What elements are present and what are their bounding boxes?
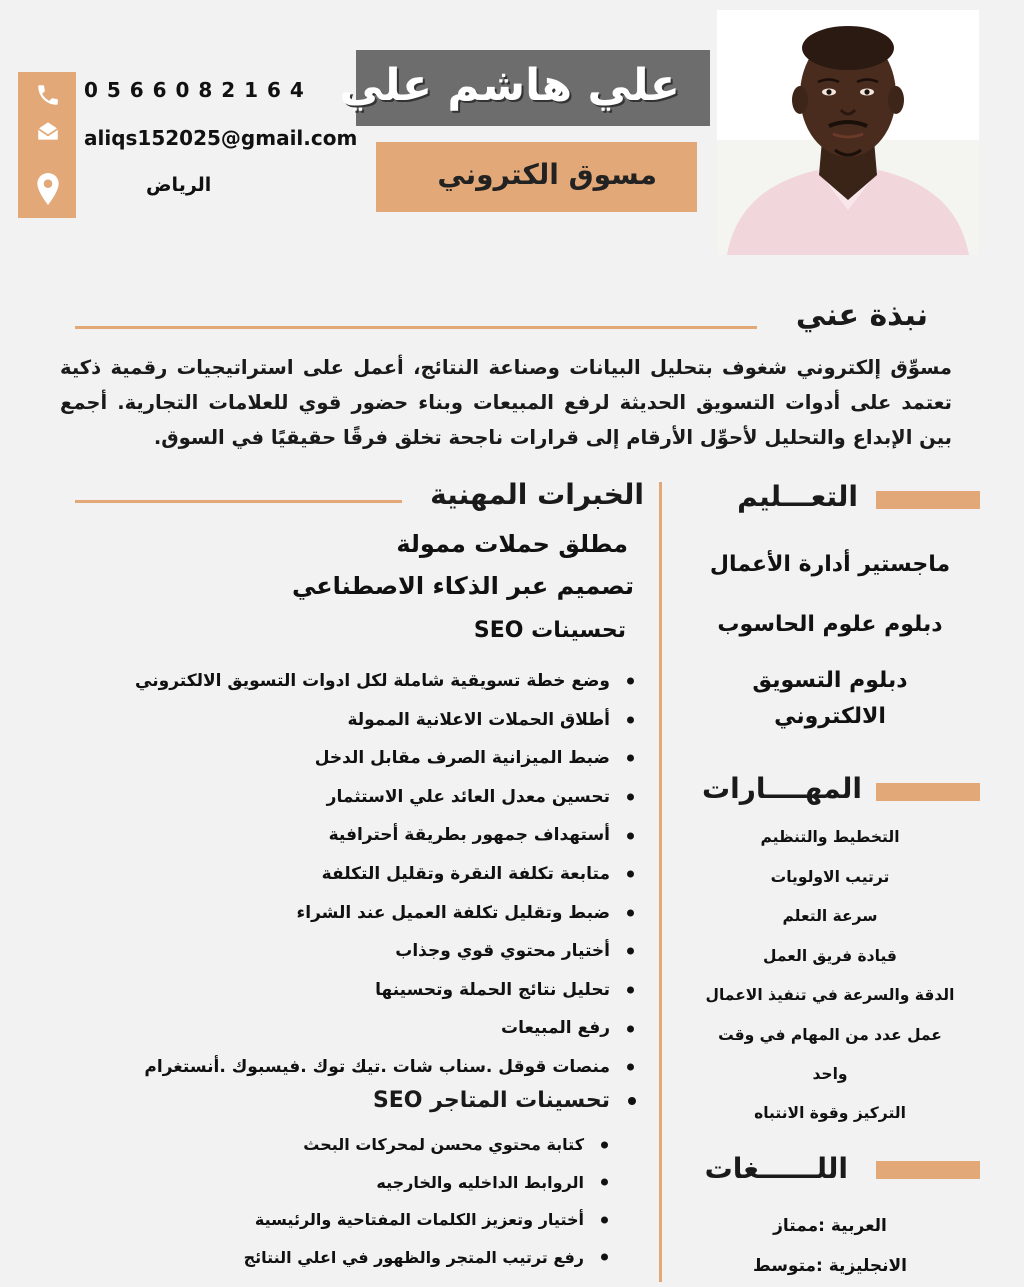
list-item: رفع ترتيب المتجر والظهور في اعلي النتائج — [244, 1239, 612, 1277]
skill-item: قيادة فريق العمل — [763, 947, 897, 965]
list-item: ضبط الميزانية الصرف مقابل الدخل — [135, 739, 638, 778]
experience-rule — [75, 500, 402, 503]
language-item: الانجليزية :متوسط — [752, 1256, 908, 1276]
skills-heading: المهــــارات — [701, 772, 862, 805]
list-item: رفع المبيعات — [135, 1009, 638, 1048]
list-item: وضع خطة تسويقية شاملة لكل ادوات التسويق الالكتروني — [135, 662, 638, 701]
list-item: أستهداف جمهور بطريقة أحترافية — [135, 816, 638, 855]
store-seo-heading: تحسينات المتاجر SEO — [373, 1088, 640, 1113]
list-item: تحليل نتائج الحملة وتحسينها — [135, 971, 638, 1010]
languages-heading: اللــــــغات — [704, 1152, 848, 1185]
job-title-banner — [376, 142, 697, 212]
job-title: مسوق الكتروني — [437, 158, 657, 191]
skills-rule — [876, 783, 980, 801]
list-item: متابعة تكلفة النقرة وتقليل التكلفة — [135, 855, 638, 894]
education-item: دبلوم علوم الحاسوب — [717, 612, 943, 637]
email-address[interactable]: aliqs152025@gmail.com — [84, 126, 358, 150]
education-rule — [876, 491, 980, 509]
experience-subheading-2: تصميم عبر الذكاء الاصطناعي — [291, 572, 634, 600]
phone-icon — [35, 82, 61, 108]
list-item: تحسين معدل العائد علي الاستثمار — [135, 778, 638, 817]
education-heading: التعـــليم — [737, 480, 858, 513]
skill-item: ترتيب الاولويات — [770, 868, 890, 886]
list-item: الروابط الداخليه والخارجيه — [244, 1164, 612, 1202]
about-paragraph: مسوِّق إلكتروني شغوف بتحليل البيانات وصناعة النتائج، أعمل على استراتيجيات رقمية ذكية تعتمد على أدوات التسويق الحديثة لرفع المبيعات وبناء حضور قوي للعلامات التجارية. أجمع بين الإبداع والتحليل لأحوِّل الأرقام إلى قرارات ناجحة تخلق فرقًا حقيقيًا في السوق. — [60, 356, 952, 449]
experience-subheading-1: مطلق حملات ممولة — [396, 530, 628, 558]
skill-item: الدقة والسرعة في تنفيذ الاعمال — [705, 986, 955, 1004]
languages-rule — [876, 1161, 980, 1179]
education-item: دبلوم التسويق — [752, 668, 908, 693]
about-heading: نبذة عني — [795, 298, 928, 333]
name-banner — [339, 50, 710, 126]
skill-item: واحد — [812, 1065, 848, 1083]
education-item: ماجستير أدارة الأعمال — [709, 552, 951, 577]
location-text: الرياض — [146, 174, 212, 196]
column-divider — [659, 482, 662, 1282]
phone-number[interactable]: 0 5 6 6 0 8 2 1 6 4 — [84, 78, 305, 102]
language-item: العربية :ممتاز — [773, 1216, 887, 1236]
skill-item: سرعة التعلم — [782, 907, 878, 925]
email-icon — [35, 118, 61, 144]
experience-heading: الخبرات المهنية — [430, 478, 644, 511]
location-pin-icon — [35, 172, 61, 206]
skill-item: التركيز وقوة الانتباه — [754, 1104, 906, 1122]
profile-photo — [717, 10, 979, 255]
list-item: أطلاق الحملات الاعلانية الممولة — [135, 701, 638, 740]
store-seo-bullet-list — [244, 1126, 612, 1276]
list-item: أختيار وتعزيز الكلمات المفتاحية والرئيسية — [244, 1201, 612, 1239]
full-name: علي هاشم علي — [339, 60, 680, 111]
education-item: الالكتروني — [774, 704, 886, 729]
list-item: منصات قوقل .سناب شات .تيك توك .فيسبوك .أنستغرام — [135, 1048, 638, 1087]
skill-item: التخطيط والتنظيم — [760, 828, 900, 846]
about-rule — [75, 326, 757, 329]
experience-bullet-list — [135, 662, 638, 1087]
list-item: ضبط وتقليل تكلفة العميل عند الشراء — [135, 894, 638, 933]
experience-subheading-3: تحسينات SEO — [473, 618, 626, 643]
contact-bar — [18, 72, 76, 218]
list-item: كتابة محتوي محسن لمحركات البحث — [244, 1126, 612, 1164]
list-item: أختيار محتوي قوي وجذاب — [135, 932, 638, 971]
skill-item: عمل عدد من المهام في وقت — [718, 1026, 942, 1044]
